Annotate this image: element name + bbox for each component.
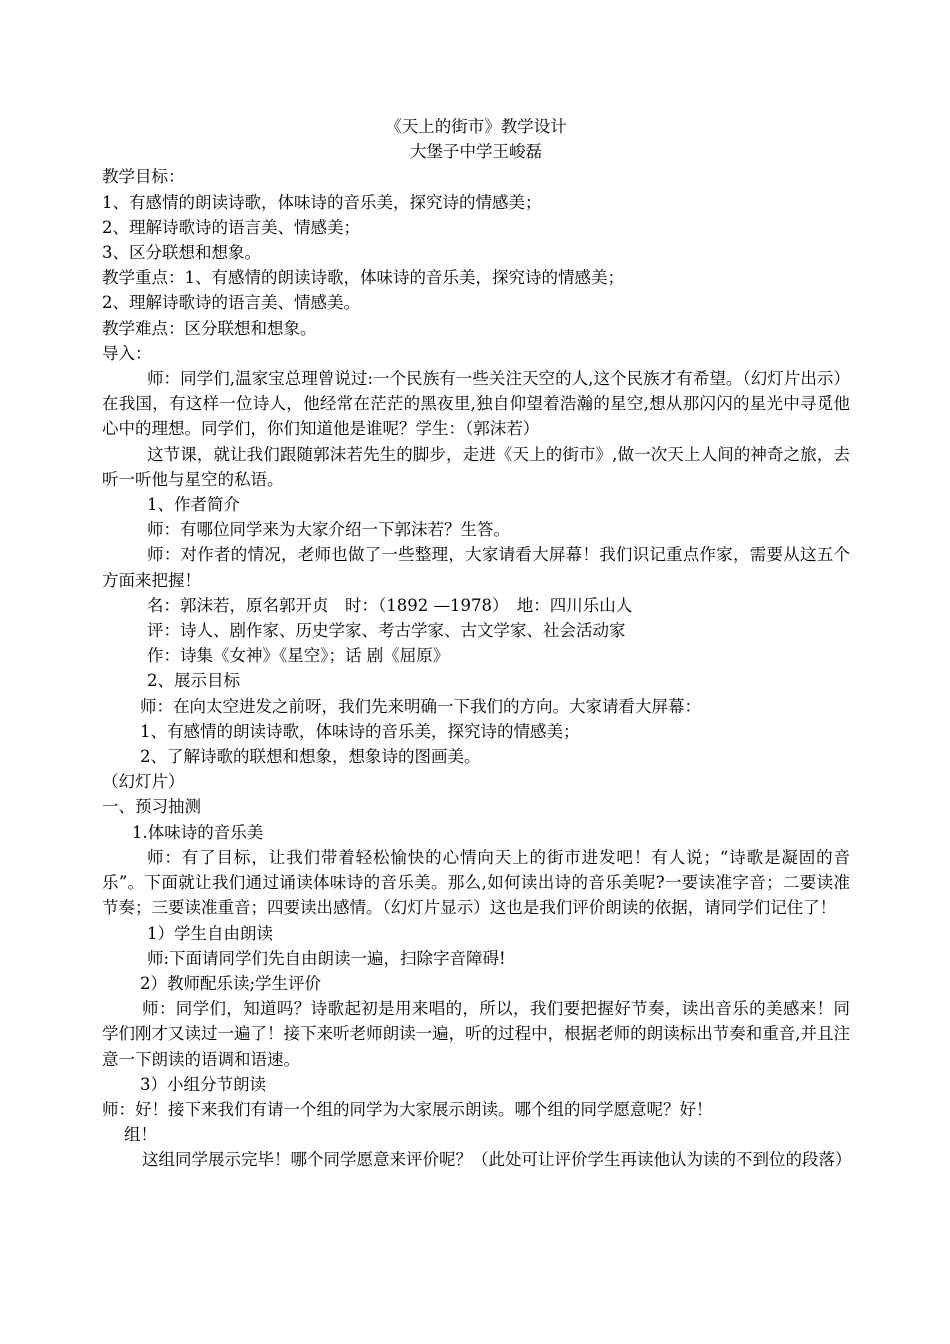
goal-item: 2、了解诗歌的联想和想象，想象诗的图画美。 <box>140 747 481 767</box>
section-heading: 2、展示目标 <box>147 671 240 691</box>
step-heading: 3）小组分节朗读 <box>140 1074 266 1094</box>
difficulty: 教学难点：区分联想和想象。 <box>102 318 317 338</box>
teacher-paragraph: 师：在向太空进发之前呀，我们先来明确一下我们的方向。大家请看大屏幕： <box>140 696 701 716</box>
teacher-paragraph: 师：有了目标，让我们带着轻松愉快的心情向天上的街市进发吧！有人说；“诗歌是凝固的音乐”。下面就让我们通过诵读体味诗的音乐美。那么,如何读出诗的音乐美呢?一要读准字音；二要读准节奏；三要读准重音；四要读出感情。（幻灯片显示）这也是我们评价朗读的依据，请同学们记住了！ <box>102 847 850 918</box>
intro-paragraph: 师：同学们,温家宝总理曾说过:一个民族有一些关注天空的人,这个民族才有希望。（幻灯片出示）在我国，有这样一位诗人，他经常在茫茫的黑夜里,独自仰望着浩瀚的星空,想从那闪闪的星光中寻觅他心中的理想。同学们，你们知道他是谁呢？学生：（郭沫若） <box>102 369 850 439</box>
author-works: 作：诗集《女神》《星空》；话 剧《屈原》 <box>147 646 450 666</box>
teacher-question: 师：有哪位同学来为大家介绍一下郭沫若？生答。 <box>147 520 510 540</box>
subsection-heading: 1.体味诗的音乐美 <box>132 822 264 842</box>
teacher-paragraph: 师:下面请同学们先自由朗读一遍，扫除字音障碍! <box>147 948 506 968</box>
objective-item: 1、有感情的朗读诗歌，体味诗的音乐美，探究诗的情感美； <box>102 192 542 212</box>
key-points: 2、理解诗歌诗的语言美、情感美。 <box>102 293 360 313</box>
teacher-paragraph: 师：好！接下来我们有请一个组的同学为大家展示朗读。哪个组的同学愿意呢？好！ <box>102 1099 713 1119</box>
objective-item: 3、区分联想和想象。 <box>102 243 261 263</box>
teacher-paragraph: 组！ <box>124 1125 157 1145</box>
section-heading: 1、作者简介 <box>147 495 240 515</box>
author-name: 名：郭沫若，原名郭开贞 时：（1892 —1978） 地：四川乐山人 <box>147 595 633 615</box>
objective-item: 2、理解诗歌诗的语言美、情感美； <box>102 217 360 237</box>
section-heading: 一、预习抽测 <box>102 797 201 817</box>
teacher-paragraph: 这组同学展示完毕！哪个同学愿意来评价呢？（此处可让评价学生再读他认为读的不到位的段落） <box>142 1150 852 1170</box>
teacher-paragraph: 师：同学们，知道吗？诗歌起初是用来唱的，所以，我们要把握好节奏，读出音乐的美感来！同学们刚才又读过一遍了！接下来听老师朗读一遍，听的过程中，根据老师的朗读标出节奏和重音,并且注意一下朗读的语调和语速。 <box>102 999 850 1069</box>
author-review: 评：诗人、剧作家、历史学家、考古学家、古文学家、社会活动家 <box>147 621 626 641</box>
step-heading: 2）教师配乐读;学生评价 <box>140 973 322 993</box>
intro-paragraph: 这节课，就让我们跟随郭沫若先生的脚步，走进《天上的街市》,做一次天上人间的神奇之旅，去听一听他与星空的私语。 <box>102 444 850 489</box>
key-points: 教学重点：1、有感情的朗读诗歌，体味诗的音乐美，探究诗的情感美； <box>102 268 624 288</box>
document-author: 大堡子中学王峻磊 <box>410 142 542 162</box>
slide-note: （幻灯片） <box>102 772 185 792</box>
step-heading: 1）学生自由朗读 <box>147 923 273 943</box>
document-title: 《天上的街市》教学设计 <box>385 117 567 136</box>
objectives-heading: 教学目标： <box>102 167 185 187</box>
intro-heading: 导入： <box>102 343 152 363</box>
goal-item: 1、有感情的朗读诗歌，体味诗的音乐美，探究诗的情感美； <box>140 721 580 741</box>
document-page <box>102 114 850 1173</box>
teacher-paragraph: 师：对作者的情况，老师也做了一些整理，大家请看大屏幕！我们识记重点作家，需要从这五个方面来把握！ <box>102 545 850 590</box>
